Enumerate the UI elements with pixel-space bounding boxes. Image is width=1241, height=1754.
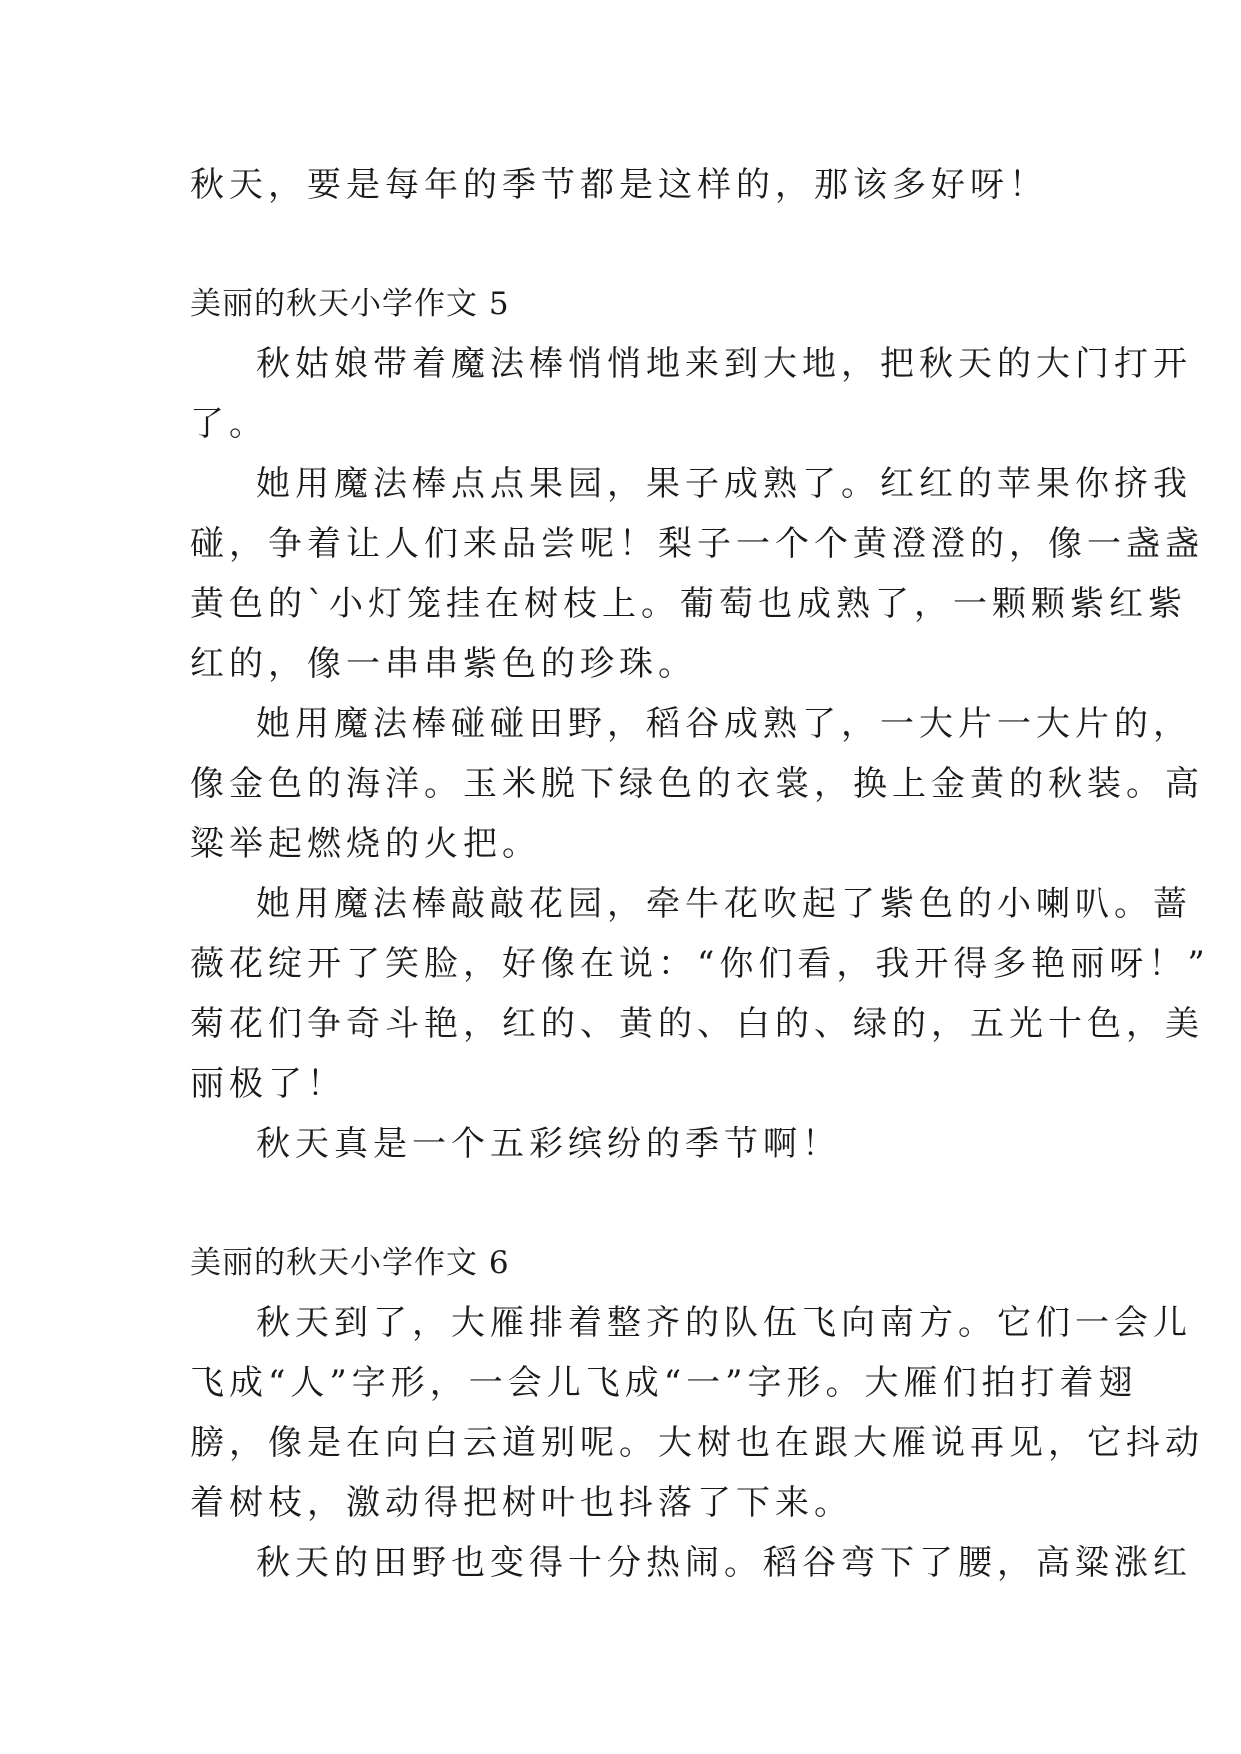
essay-5-line: 她用魔法棒点点果园，果子成熟了。红红的苹果你挤我 xyxy=(256,464,1192,504)
essay-6-line: 秋天的田野也变得十分热闹。稻谷弯下了腰，高粱涨红 xyxy=(256,1543,1192,1583)
essay-5-line: 她用魔法棒敲敲花园，牵牛花吹起了紫色的小喇叭。蔷 xyxy=(256,884,1192,924)
essay-5-line: 菊花们争奇斗艳，红的、黄的、白的、绿的，五光十色，美 xyxy=(190,1004,1204,1044)
essay-5-line: 丽极了！ xyxy=(190,1064,346,1104)
essay-5-line: 秋姑娘带着魔法棒悄悄地来到大地，把秋天的大门打开 xyxy=(256,344,1192,384)
essay-5-line: 秋天真是一个五彩缤纷的季节啊！ xyxy=(256,1124,841,1164)
essay-5-line: 薇花绽开了笑脸，好像在说：“你们看，我开得多艳丽呀！” xyxy=(190,944,1210,984)
essay-5-line: 碰，争着让人们来品尝呢！梨子一个个黄澄澄的，像一盏盏 xyxy=(190,524,1204,564)
essay-5-line: 黄色的`小灯笼挂在树枝上。葡萄也成熟了，一颗颗紫红紫 xyxy=(190,584,1187,624)
essay-5-line: 了。 xyxy=(190,404,268,444)
essay-5-line: 粱举起燃烧的火把。 xyxy=(190,824,541,864)
essay-5-line: 像金色的海洋。玉米脱下绿色的衣裳，换上金黄的秋装。高 xyxy=(190,764,1204,804)
intro-closing-line: 秋天，要是每年的季节都是这样的，那该多好呀！ xyxy=(190,165,1048,205)
essay-5-title: 美丽的秋天小学作文 5 xyxy=(190,286,510,322)
essay-6-line: 飞成“人”字形，一会儿飞成“一”字形。大雁们拍打着翅 xyxy=(190,1363,1138,1403)
essay-5-line: 她用魔法棒碰碰田野，稻谷成熟了，一大片一大片的， xyxy=(256,704,1192,744)
essay-6-line: 秋天到了，大雁排着整齐的队伍飞向南方。它们一会儿 xyxy=(256,1303,1192,1343)
essay-6-title: 美丽的秋天小学作文 6 xyxy=(190,1245,510,1281)
essay-6-line: 着树枝，激动得把树叶也抖落了下来。 xyxy=(190,1483,853,1523)
essay-6-line: 膀，像是在向白云道别呢。大树也在跟大雁说再见，它抖动 xyxy=(190,1423,1204,1463)
essay-5-line: 红的，像一串串紫色的珍珠。 xyxy=(190,644,697,684)
